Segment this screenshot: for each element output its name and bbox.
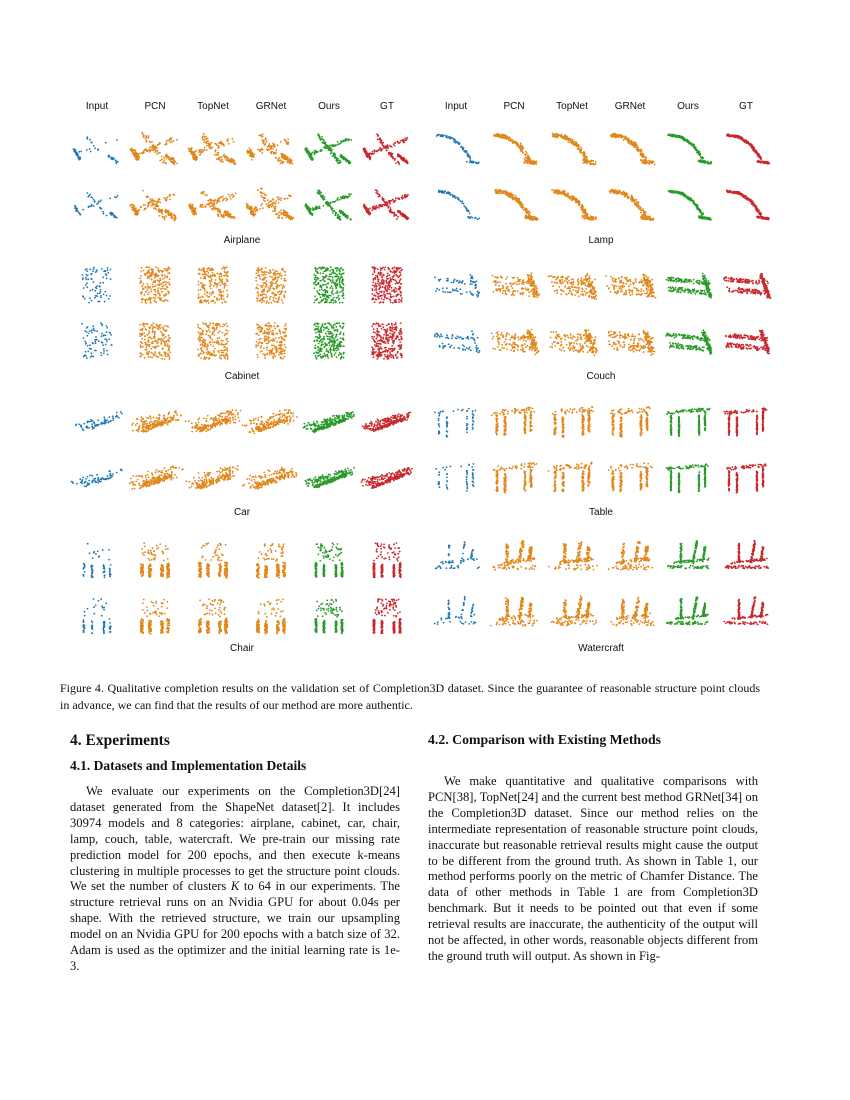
cabinet-input-pointcloud <box>68 261 126 307</box>
figure-4 <box>60 95 790 665</box>
car-pcn-pointcloud <box>126 453 184 499</box>
table-ours-pointcloud <box>659 397 717 443</box>
couch-input-pointcloud <box>427 261 485 307</box>
lamp-topnet-pointcloud <box>543 125 601 171</box>
airplane-input-pointcloud <box>68 181 126 227</box>
watercraft-ours-pointcloud <box>659 589 717 635</box>
watercraft-input-pointcloud <box>427 533 485 579</box>
column-header-topnet: TopNet <box>556 101 588 112</box>
car-gt-pointcloud <box>358 453 416 499</box>
column-header-ours: Ours <box>677 101 699 112</box>
couch-sample-row <box>427 317 775 363</box>
category-label-table: Table <box>589 507 613 518</box>
couch-sample-row <box>427 261 775 307</box>
airplane-gt-pointcloud <box>358 181 416 227</box>
car-sample-row <box>68 397 416 443</box>
datasets-text-a: We evaluate our experiments on the Completion3D[24] dataset generated from the ShapeNet dataset[2]. It includes 30974 models and 8 categories: airplane, cabinet, car, chair, lamp, couch, table, watercraft. We pre-train our missing rate prediction model for 200 epochs, and then execute k-means clustering in multiple processes to get the structure point clouds. We set the number of clusters <box>70 784 400 894</box>
airplane-topnet-pointcloud <box>184 181 242 227</box>
airplane-sample-row <box>68 125 416 171</box>
column-header-ours: Ours <box>318 101 340 112</box>
lamp-grnet-pointcloud <box>601 125 659 171</box>
couch-grnet-pointcloud <box>601 317 659 363</box>
chair-pcn-pointcloud <box>126 589 184 635</box>
watercraft-pcn-pointcloud <box>485 589 543 635</box>
column-header-grnet: GRNet <box>255 101 287 112</box>
table-gt-pointcloud <box>717 453 775 499</box>
table-topnet-pointcloud <box>543 453 601 499</box>
table-input-pointcloud <box>427 397 485 443</box>
car-input-pointcloud <box>68 453 126 499</box>
figure-right-panel <box>427 95 775 665</box>
cabinet-grnet-pointcloud <box>242 261 300 307</box>
lamp-gt-pointcloud <box>717 125 775 171</box>
watercraft-grnet-pointcloud <box>601 533 659 579</box>
column-header-grnet: GRNet <box>614 101 646 112</box>
couch-ours-pointcloud <box>659 261 717 307</box>
lamp-pcn-pointcloud <box>485 181 543 227</box>
airplane-sample-row <box>68 181 416 227</box>
table-sample-row <box>427 453 775 499</box>
table-gt-pointcloud <box>717 397 775 443</box>
column-header-pcn: PCN <box>144 101 166 112</box>
chair-ours-pointcloud <box>300 533 358 579</box>
chair-grnet-pointcloud <box>242 589 300 635</box>
watercraft-topnet-pointcloud <box>543 589 601 635</box>
chair-sample-row <box>68 589 416 635</box>
airplane-gt-pointcloud <box>358 125 416 171</box>
watercraft-sample-row <box>427 589 775 635</box>
comparison-paragraph: We make quantitative and qualitative comparisons with PCN[38], TopNet[24] and the current best method GRNet[34] on the Completion3D dataset. Since our method relies on the intermediate representation of reasonable structure point clouds, inaccurate but reasonable retrieval results might cause the output to be different from the ground truth. As shown in Table 1, our method performs poorly on the metric of Chamfer Distance. The data of other methods in Table 1 are from Completion3D benchmark. But it needs to be pointed out that even if some retrieval results are inaccurate, the authenticity of the output will not be affected, in other words, reasonable objects different from the ground truth will output. As shown in Fig- <box>428 774 758 963</box>
category-label-car: Car <box>233 507 251 518</box>
car-ours-pointcloud <box>300 453 358 499</box>
chair-input-pointcloud <box>68 533 126 579</box>
chair-topnet-pointcloud <box>184 533 242 579</box>
chair-grnet-pointcloud <box>242 533 300 579</box>
cabinet-ours-pointcloud <box>300 317 358 363</box>
airplane-ours-pointcloud <box>300 181 358 227</box>
figure-left-panel <box>68 95 416 665</box>
cabinet-pcn-pointcloud <box>126 261 184 307</box>
chair-input-pointcloud <box>68 589 126 635</box>
airplane-grnet-pointcloud <box>242 181 300 227</box>
column-header-gt: GT <box>380 101 394 112</box>
car-gt-pointcloud <box>358 397 416 443</box>
datasets-text-b: to 64 in our experiments. The structure retrieval runs on an Nvidia GPU for about 0.04s per shape. With the retrieved structure, we train our upsampling model on an Nvidia GPU for 200 epochs with a batch size of 32. Adam is used as the optimizer and the initial learning rate is 1e-3. <box>70 879 400 973</box>
cabinet-topnet-pointcloud <box>184 261 242 307</box>
lamp-ours-pointcloud <box>659 125 717 171</box>
cabinet-input-pointcloud <box>68 317 126 363</box>
watercraft-gt-pointcloud <box>717 589 775 635</box>
lamp-input-pointcloud <box>427 125 485 171</box>
column-header-input: Input <box>85 101 109 112</box>
cabinet-sample-row <box>68 261 416 307</box>
table-grnet-pointcloud <box>601 453 659 499</box>
airplane-topnet-pointcloud <box>184 125 242 171</box>
lamp-topnet-pointcloud <box>543 181 601 227</box>
figure-caption: Figure 4. Qualitative completion results on the validation set of Completion3D dataset. Since the guarantee of reasonable structure point clouds in advance, we can find that the results of our method are more authentic. <box>60 681 760 712</box>
lamp-sample-row <box>427 181 775 227</box>
column-header-gt: GT <box>739 101 753 112</box>
cabinet-grnet-pointcloud <box>242 317 300 363</box>
airplane-pcn-pointcloud <box>126 181 184 227</box>
table-topnet-pointcloud <box>543 397 601 443</box>
category-label-chair: Chair <box>230 643 254 654</box>
watercraft-input-pointcloud <box>427 589 485 635</box>
chair-gt-pointcloud <box>358 589 416 635</box>
couch-topnet-pointcloud <box>543 261 601 307</box>
chair-ours-pointcloud <box>300 589 358 635</box>
couch-gt-pointcloud <box>717 317 775 363</box>
category-label-lamp: Lamp <box>588 235 614 246</box>
cabinet-gt-pointcloud <box>358 317 416 363</box>
lamp-grnet-pointcloud <box>601 181 659 227</box>
table-pcn-pointcloud <box>485 397 543 443</box>
chair-topnet-pointcloud <box>184 589 242 635</box>
datasets-paragraph <box>70 784 400 975</box>
lamp-input-pointcloud <box>427 181 485 227</box>
subsection-title-comparison: 4.2. Comparison with Existing Methods <box>428 732 662 747</box>
lamp-gt-pointcloud <box>717 181 775 227</box>
airplane-pcn-pointcloud <box>126 125 184 171</box>
watercraft-sample-row <box>427 533 775 579</box>
cabinet-gt-pointcloud <box>358 261 416 307</box>
cabinet-sample-row <box>68 317 416 363</box>
lamp-sample-row <box>427 125 775 171</box>
column-header-pcn: PCN <box>503 101 525 112</box>
watercraft-gt-pointcloud <box>717 533 775 579</box>
chair-gt-pointcloud <box>358 533 416 579</box>
airplane-grnet-pointcloud <box>242 125 300 171</box>
car-pcn-pointcloud <box>126 397 184 443</box>
right-text-column <box>428 732 758 965</box>
cabinet-topnet-pointcloud <box>184 317 242 363</box>
table-pcn-pointcloud <box>485 453 543 499</box>
datasets-variable: K <box>230 879 240 894</box>
couch-topnet-pointcloud <box>543 317 601 363</box>
section-title-experiments: 4. Experiments <box>70 732 170 749</box>
car-sample-row <box>68 453 416 499</box>
lamp-ours-pointcloud <box>659 181 717 227</box>
couch-ours-pointcloud <box>659 317 717 363</box>
category-label-airplane: Airplane <box>223 235 261 246</box>
subsection-title-datasets: 4.1. Datasets and Implementation Details <box>70 758 307 773</box>
category-label-watercraft: Watercraft <box>578 643 624 654</box>
cabinet-pcn-pointcloud <box>126 317 184 363</box>
chair-sample-row <box>68 533 416 579</box>
lamp-pcn-pointcloud <box>485 125 543 171</box>
watercraft-pcn-pointcloud <box>485 533 543 579</box>
watercraft-topnet-pointcloud <box>543 533 601 579</box>
couch-pcn-pointcloud <box>485 317 543 363</box>
car-grnet-pointcloud <box>242 453 300 499</box>
car-topnet-pointcloud <box>184 453 242 499</box>
watercraft-ours-pointcloud <box>659 533 717 579</box>
column-header-input: Input <box>444 101 468 112</box>
category-label-cabinet: Cabinet <box>224 371 260 382</box>
left-text-column <box>70 732 400 975</box>
watercraft-grnet-pointcloud <box>601 589 659 635</box>
couch-input-pointcloud <box>427 317 485 363</box>
table-grnet-pointcloud <box>601 397 659 443</box>
chair-pcn-pointcloud <box>126 533 184 579</box>
car-topnet-pointcloud <box>184 397 242 443</box>
couch-gt-pointcloud <box>717 261 775 307</box>
column-header-topnet: TopNet <box>197 101 229 112</box>
airplane-input-pointcloud <box>68 125 126 171</box>
car-ours-pointcloud <box>300 397 358 443</box>
table-sample-row <box>427 397 775 443</box>
table-ours-pointcloud <box>659 453 717 499</box>
couch-grnet-pointcloud <box>601 261 659 307</box>
car-grnet-pointcloud <box>242 397 300 443</box>
cabinet-ours-pointcloud <box>300 261 358 307</box>
table-input-pointcloud <box>427 453 485 499</box>
category-label-couch: Couch <box>586 371 616 382</box>
airplane-ours-pointcloud <box>300 125 358 171</box>
couch-pcn-pointcloud <box>485 261 543 307</box>
car-input-pointcloud <box>68 397 126 443</box>
